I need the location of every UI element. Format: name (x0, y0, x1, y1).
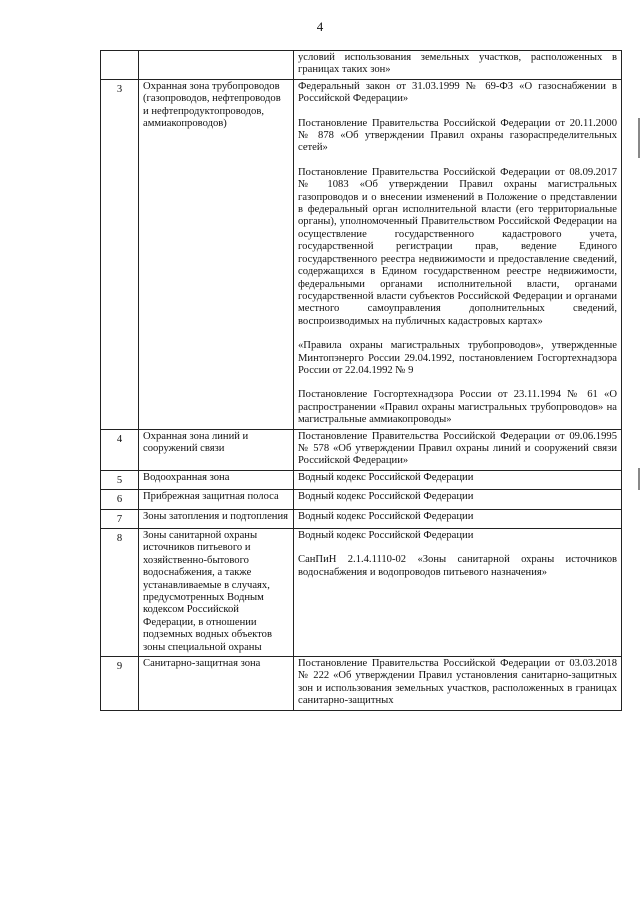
zones-table (100, 50, 622, 711)
legal-doc-paragraph: СанПиН 2.1.4.1110-02 «Зоны санитарной охраны источников водоснабжения и водопроводов питьевого назначения» (298, 554, 617, 578)
legal-docs-cell (294, 529, 622, 657)
legal-docs-cell (294, 51, 622, 80)
row-number-cell: 3 (101, 79, 139, 429)
legal-doc-paragraph: Постановление Правительства Российской Федерации от 08.09.2017 № 1083 «Об утверждении Правил охраны магистральных газопроводов и о внесении изменений в Положение о представлении в федеральный орган исполнительной власти (его территориальные органы), уполномоченный Правительством Российской Федерации на осуществление государственного кадастрового учета, государственной регистрации прав, ведение Единого государственного реестра недвижимости и предоставление сведений, содержащихся в Едином государственном реестре недвижимости, федеральными органами исполнительной власти, органами государственной власти субъектов Российской Федерации и органами местного самоуправления дополнительных сведений, воспроизводимых на публичных кадастровых картах» (298, 166, 617, 327)
legal-doc-paragraph: Постановление Госгортехнадзора России от 23.11.1994 № 61 «О распространении «Правил охраны магистральных трубопроводов» на магистральные аммиакопроводы» (298, 389, 617, 426)
table-row (101, 470, 622, 489)
legal-docs-cell (294, 79, 622, 429)
legal-doc-paragraph: Федеральный закон от 31.03.1999 № 69-ФЗ «О газоснабжении в Российской Федерации» (298, 80, 617, 105)
row-number-cell: 6 (101, 490, 139, 509)
row-number-cell: 7 (101, 509, 139, 528)
legal-doc-paragraph: Водный кодекс Российской Федерации (298, 530, 474, 541)
zone-name-cell: Зоны затопления и подтопления (139, 509, 294, 528)
legal-docs-cell (294, 657, 622, 711)
legal-docs-cell (294, 429, 622, 470)
table-row (101, 509, 622, 528)
legal-doc-paragraph: Постановление Правительства Российской Федерации от 03.03.2018 № 222 «Об утверждении Правил установления санитарно-защитных зон и использования земельных участков, расположенных в границах санитарно-защитных (298, 658, 617, 707)
zone-name-cell (139, 51, 294, 80)
table-row (101, 490, 622, 509)
table-row (101, 51, 622, 80)
legal-doc-paragraph: Водный кодекс Российской Федерации (298, 510, 474, 522)
table-row (101, 529, 622, 657)
table-row (101, 657, 622, 711)
row-number-cell: 4 (101, 429, 139, 470)
zone-name-cell: Водоохранная зона (139, 470, 294, 489)
legal-doc-paragraph: Водный кодекс Российской Федерации (298, 491, 474, 503)
legal-doc-paragraph: «Правила охраны магистральных трубопроводов», утвержденные Минтопэнерго России 29.04.1992, постановлением Госгортехнадзора России от 22.04.1992 № 9 (298, 340, 617, 376)
zone-name-cell: Охранная зона линий и сооружений связи (139, 429, 294, 470)
zone-name-cell: Охранная зона трубопроводов (газопроводов, нефтепроводов и нефтепродуктопроводов, аммиакопроводов) (139, 79, 294, 429)
table-row (101, 429, 622, 470)
legal-docs-cell (294, 509, 622, 528)
row-number-cell: 8 (101, 529, 139, 657)
row-number-cell: 9 (101, 657, 139, 711)
legal-docs-cell (294, 490, 622, 509)
row-number-cell (101, 51, 139, 80)
legal-doc-paragraph: Постановление Правительства Российской Федерации от 20.11.2000 № 878 «Об утверждении Правил охраны газораспределительных сетей» (298, 117, 617, 154)
zone-name-cell: Прибрежная защитная полоса (139, 490, 294, 509)
legal-doc-paragraph: Постановление Правительства Российской Федерации от 09.06.1995 № 578 «Об утверждении Правил охраны линий и сооружений связи Российской Федерации» (298, 430, 617, 467)
legal-doc-paragraph: Водный кодекс Российской Федерации (298, 471, 474, 483)
page-number: 4 (316, 19, 324, 34)
row-number-cell: 5 (101, 470, 139, 489)
legal-doc-paragraph: условий использования земельных участков, расположенных в границах таких зон» (298, 52, 617, 76)
zone-name-cell: Зоны санитарной охраны источников питьевого и хозяйственно-бытового водоснабжения, а также устанавливаемые в случаях, предусмотренных Водным кодексом Российской Федерации, в отношении подземных водных объектов зоны специальной охраны (139, 529, 294, 657)
legal-docs-cell (294, 470, 622, 489)
table-row (101, 79, 622, 429)
zone-name-cell: Санитарно-защитная зона (139, 657, 294, 711)
